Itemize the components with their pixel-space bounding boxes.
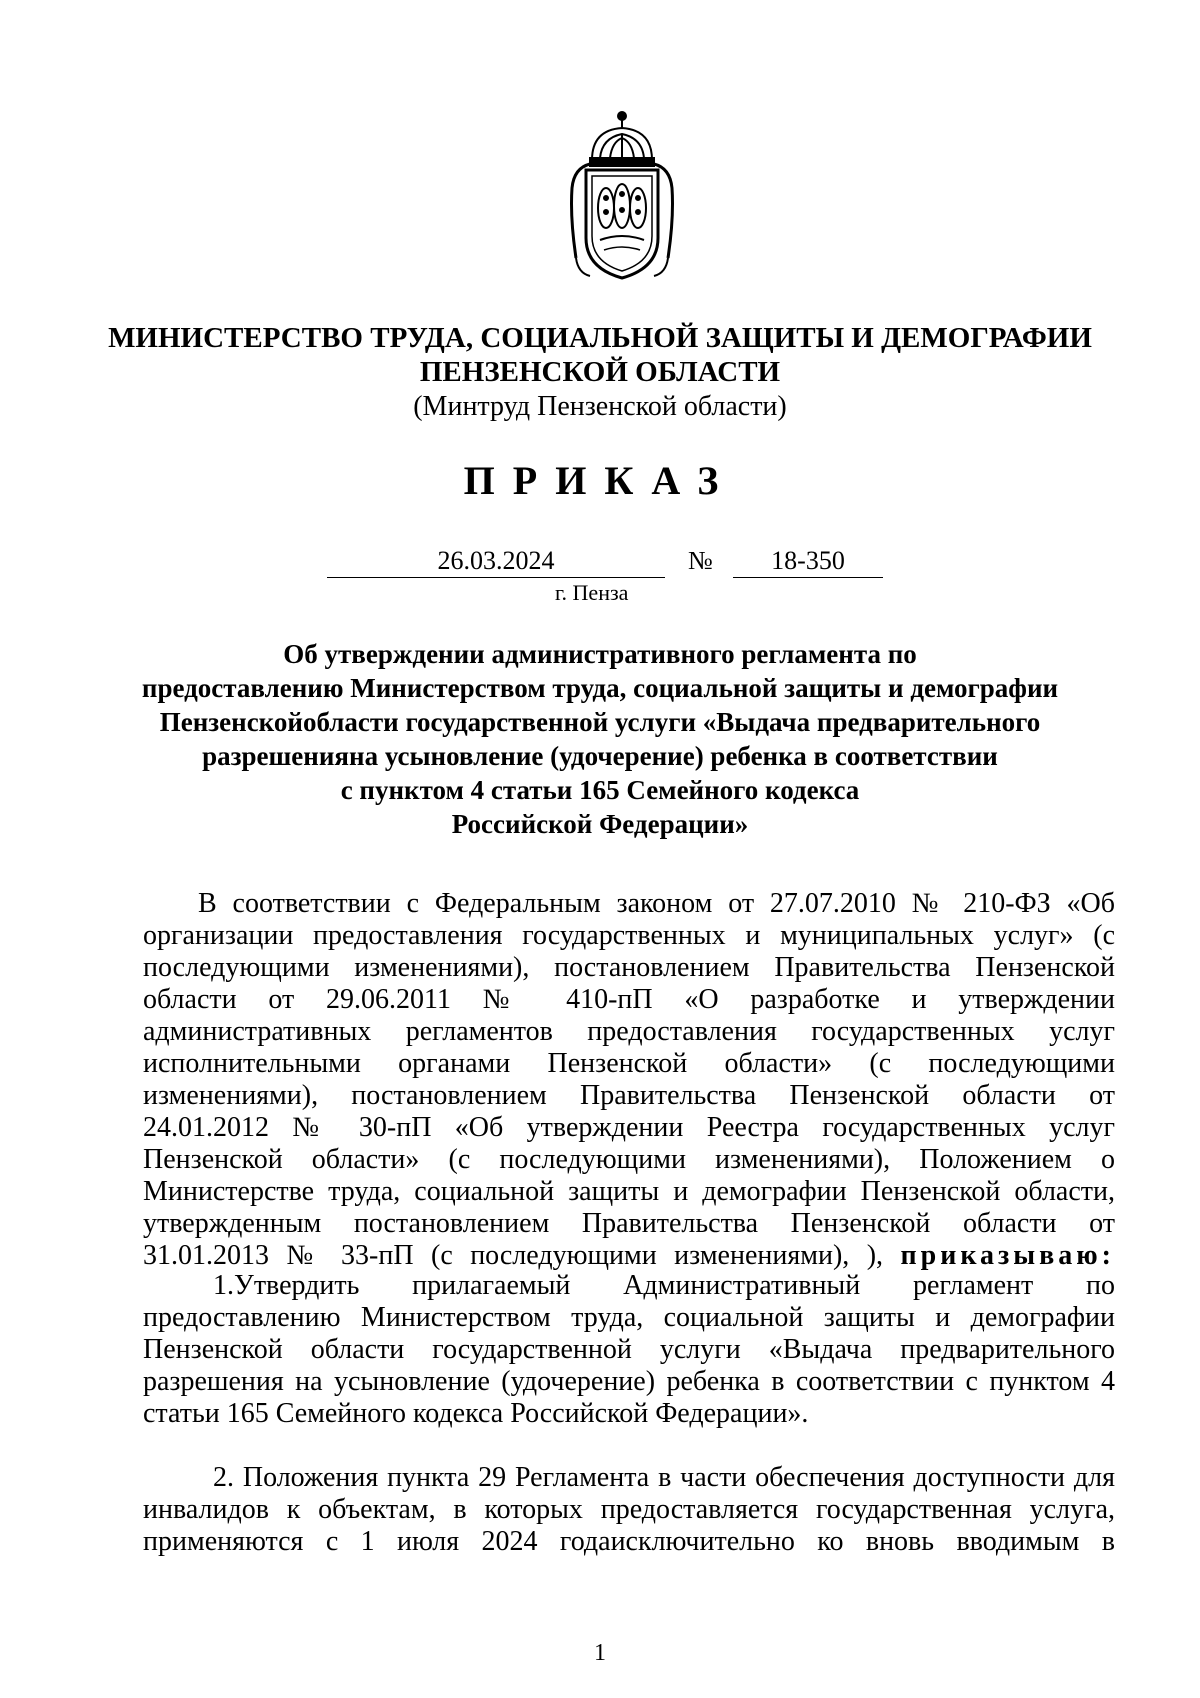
coat-of-arms-emblem (562, 108, 682, 284)
title-line: с пунктом 4 статьи 165 Семейного кодекса (340, 775, 860, 805)
text-line: организации предоставления государственных и муниципальных услуг» (с (143, 920, 1115, 951)
text-line: разрешения на усыновление (удочерение) ребенка в соответствии с пунктом 4 (143, 1366, 1115, 1397)
text-line: инвалидов к объектам, в которых предоставляется государственная услуга, (143, 1494, 1115, 1525)
title-line: Пензенскойобласти государственной услуги «Выдача предварительного (159, 707, 1041, 737)
text-segment: 31.01.2013 № 33-пП (с последующими изменениями), ), (143, 1240, 901, 1271)
text-line: изменениями), постановлением Правительства Пензенской области от (143, 1080, 1115, 1111)
text-line: 1.Утвердить прилагаемый Административный регламент по (213, 1270, 1115, 1301)
text-line: Пензенской области» (с последующими изменениями), Положением о (143, 1144, 1115, 1175)
text-line: В соответствии с Федеральным законом от 27.07.2010 № 210-ФЗ «Об (198, 888, 1115, 919)
page-number: 1 (594, 1640, 606, 1666)
document-number: 18-350 (733, 545, 883, 578)
text-line: области от 29.06.2011 № 410-пП «О разработке и утверждении (143, 984, 1115, 1015)
item-1-paragraph (143, 1270, 1115, 1430)
decree-word: приказываю: (900, 1240, 1115, 1271)
text-line-with-decree (143, 1240, 1115, 1272)
text-line: 2. Положения пункта 29 Регламента в части обеспечения доступности для (213, 1462, 1115, 1493)
document-city: г. Пенза (555, 580, 629, 605)
number-sign: № (688, 546, 713, 575)
preamble-paragraph (143, 888, 1115, 1272)
document-type-heading: ПРИКАЗ (463, 458, 737, 503)
document-date: 26.03.2024 (327, 545, 665, 578)
text-line: предоставлению Министерством труда, социальной защиты и демографии (143, 1302, 1115, 1333)
title-line: Об утверждении административного регламента по (283, 639, 917, 669)
text-line: административных регламентов предоставления государственных услуг (143, 1016, 1115, 1047)
text-line: статьи 165 Семейного кодекса Российской Федерации». (143, 1398, 809, 1429)
text-line: Пензенской области государственной услуги «Выдача предварительного (143, 1334, 1115, 1365)
document-title (100, 637, 1100, 841)
text-line: применяются с 1 июля 2024 годаисключительно ко вновь вводимым в (143, 1526, 1115, 1557)
title-line: Российской Федерации» (451, 809, 749, 839)
text-line: исполнительными органами Пензенской области» (с последующими (143, 1048, 1115, 1079)
item-2-paragraph (143, 1462, 1115, 1558)
title-line: разрешенияна усыновление (удочерение) ребенка в соответствии (202, 741, 998, 771)
title-line: предоставлению Министерством труда, социальной защиты и демографии (141, 673, 1059, 703)
text-line: последующими изменениями), постановлением Правительства Пензенской (143, 952, 1115, 983)
ministry-name-line-1: МИНИСТЕРСТВО ТРУДА, СОЦИАЛЬНОЙ ЗАЩИТЫ И ДЕМОГРАФИИ (108, 322, 1092, 354)
text-line: Министерстве труда, социальной защиты и демографии Пензенской области, (143, 1176, 1115, 1207)
ministry-short-name: (Минтруд Пензенской области) (413, 391, 787, 422)
ministry-name-line-2: ПЕНЗЕНСКОЙ ОБЛАСТИ (419, 356, 781, 388)
text-line: 24.01.2012 № 30-пП «Об утверждении Реестра государственных услуг (143, 1112, 1115, 1143)
text-line: утвержденным постановлением Правительства Пензенской области от (143, 1208, 1115, 1239)
